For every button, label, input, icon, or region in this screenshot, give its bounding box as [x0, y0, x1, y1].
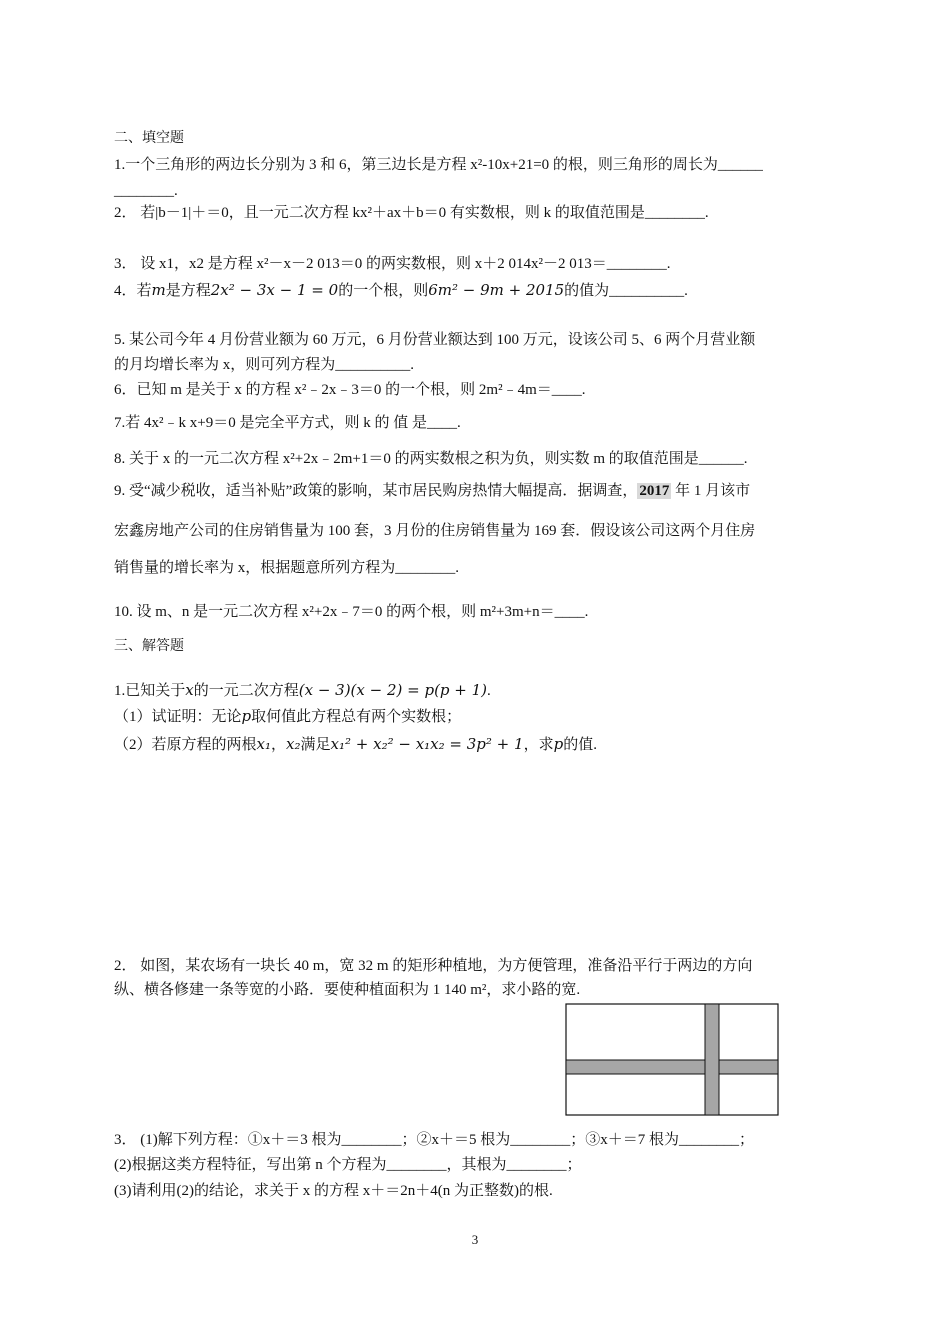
- vertical-path: [705, 1004, 719, 1115]
- question-2-5-line-2: 的月均增长率为 x，则可列方程为__________.: [114, 357, 415, 373]
- q3-1-condition: x₁² + x₂² − x₁x₂ = 3p² + 1: [330, 735, 524, 753]
- question-2-1-line-2: ________.: [114, 183, 178, 199]
- question-2-4: [114, 280, 688, 301]
- q3-1-text-c: .: [487, 683, 491, 699]
- q4-var-m: m: [151, 281, 166, 299]
- q3-1-equation: (x − 3)(x − 2) = p(p + 1): [298, 681, 488, 699]
- q3-1-s2d: ，求: [523, 737, 554, 753]
- q4-text-b: 是方程: [165, 283, 211, 299]
- q4-equation: 2x² − 3x − 1 = 0: [210, 281, 339, 299]
- question-2-8: 8. 关于 x 的一元二次方程 x²+2x﹣2m+1＝0 的两实数根之积为负，则实数 m 的取值范围是______.: [114, 451, 748, 467]
- q3-1-s1a: （1）试证明：无论: [114, 709, 242, 725]
- q3-1-var-x1: x₁: [256, 735, 271, 753]
- q3-1-text-a: 1.已知关于: [114, 683, 186, 699]
- field-diagram: [565, 1003, 779, 1116]
- question-2-10: 10. 设 m、n 是一元二次方程 x²+2x﹣7＝0 的两个根，则 m²+3m+n＝____.: [114, 604, 589, 620]
- q3-1-var-p2: p: [553, 735, 564, 753]
- question-3-2-line-2: 纵、横各修建一条等宽的小路．要使种植面积为 1 140 m²，求小路的宽.: [114, 982, 581, 998]
- q3-1-var-x: x: [185, 681, 194, 699]
- q3-1-s2a: （2）若原方程的两根: [114, 737, 257, 753]
- question-3-1-stem: [114, 680, 491, 701]
- question-3-1-part-1: [114, 706, 461, 727]
- section-title-fill-in: 二、填空题: [114, 130, 184, 146]
- q9-text-a: 9. 受“减少税收，适当补贴”政策的影响，某市居民购房热情大幅提高．据调查，: [114, 483, 638, 499]
- question-3-3-line-3: (3)请利用(2)的结论，求关于 x 的方程 x＋＝2n＋4(n 为正整数)的根.: [114, 1183, 553, 1199]
- page-number: 3: [471, 1232, 479, 1247]
- q4-expression: 6m² − 9m + 2015: [428, 281, 565, 299]
- q3-1-var-x2: x₂: [286, 735, 301, 753]
- q3-1-var-p: p: [241, 707, 252, 725]
- question-3-2-line-1: 2． 如图，某农场有一块长 40 m，宽 32 m 的矩形种植地，为方便管理，准备沿平行于两边的方向: [114, 958, 753, 974]
- question-2-2: 2． 若|b－1|＋＝0，且一元二次方程 kx²＋ax＋b＝0 有实数根，则 k 的取值范围是________.: [114, 205, 709, 221]
- q3-1-s2e: 的值.: [563, 737, 597, 753]
- question-3-3-line-1: 3． (1)解下列方程：①x＋＝3 根为________；②x＋＝5 根为________；③x＋＝7 根为________；: [114, 1132, 754, 1148]
- q3-1-s1b: 取何值此方程总有两个实数根；: [251, 709, 462, 725]
- q3-1-s2c: 满足: [300, 737, 331, 753]
- question-2-3: 3． 设 x1，x2 是方程 x²－x－2 013＝0 的两实数根，则 x＋2 014x²－2 013＝________.: [114, 256, 671, 272]
- question-3-1-part-2: [114, 734, 597, 755]
- question-2-9-line-2: 宏鑫房地产公司的住房销售量为 100 套，3 月份的住房销售量为 169 套．假设该公司这两个月住房: [114, 523, 756, 539]
- question-3-3-line-2: (2)根据这类方程特征，写出第 n 个方程为________，其根为________；: [114, 1157, 582, 1173]
- q9-year-highlight: 2017: [639, 483, 670, 499]
- q3-1-text-b: 的一元二次方程: [193, 683, 299, 699]
- question-2-9-line-3: 销售量的增长率为 x，根据题意所列方程为________.: [114, 560, 460, 576]
- question-2-9-line-1: [114, 481, 750, 501]
- question-2-5-line-1: 5. 某公司今年 4 月份营业额为 60 万元，6 月份营业额达到 100 万元，设该公司 5、6 两个月营业额: [114, 332, 756, 348]
- q4-text-c: 的一个根，则: [338, 283, 429, 299]
- q9-text-b: 年 1 月该市: [671, 483, 751, 499]
- horizontal-path: [566, 1060, 778, 1074]
- q3-1-s2b: ，: [271, 737, 287, 753]
- q4-text-a: 4．若: [114, 283, 152, 299]
- question-2-1-line-1: 1.一个三角形的两边长分别为 3 和 6，第三边长是方程 x²-10x+21=0 的根，则三角形的周长为______: [114, 157, 763, 173]
- question-2-6: 6．已知 m 是关于 x 的方程 x²﹣2x﹣3＝0 的一个根，则 2m²﹣4m＝____.: [114, 382, 586, 398]
- q4-text-d: 的值为__________.: [564, 283, 688, 299]
- section-title-solve: 三、解答题: [114, 638, 184, 654]
- question-2-7: 7.若 4x²﹣k x+9＝0 是完全平方式，则 k 的 值 是____.: [114, 415, 461, 431]
